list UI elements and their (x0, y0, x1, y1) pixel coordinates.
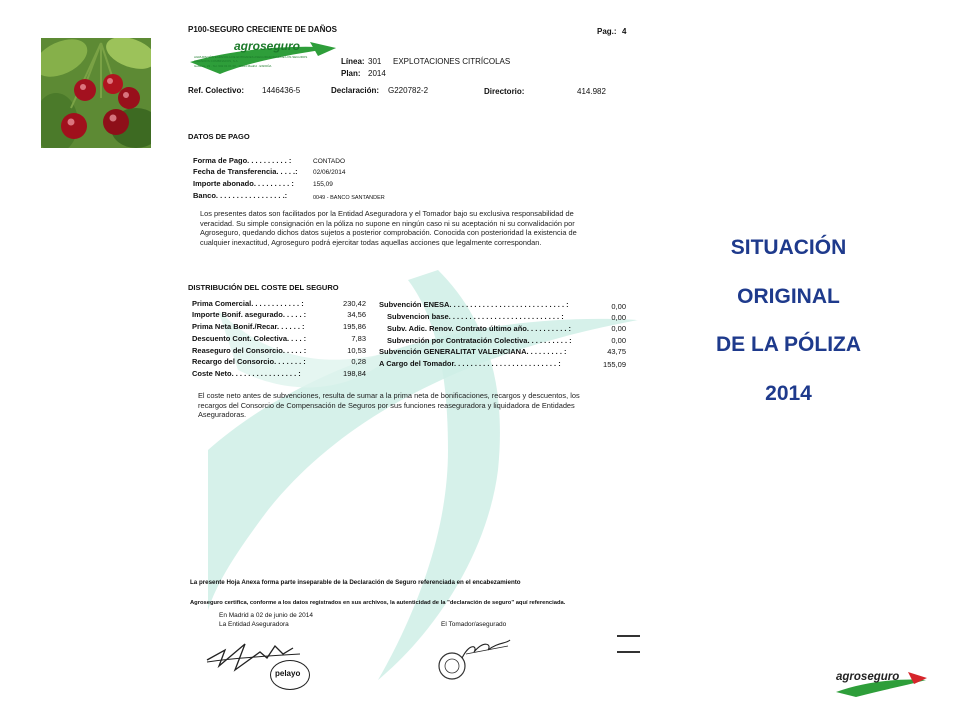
coste-right-row: A Cargo del Tomador. . . . . . . . . . . . . . . . . . . . . . . . . : (379, 359, 561, 368)
header-logo-address: Gobelas, 23 · Tel. 902 01 01 00 · 28023 Madrid · ESPAÑA (194, 64, 272, 68)
slide-title-line-1: SITUACIÓN (730, 236, 847, 259)
declaracion-value: G220782-2 (388, 86, 429, 95)
page-number: 4 (622, 27, 627, 36)
pelayo-stamp (270, 660, 310, 690)
coste-left-value: 198,84 (343, 369, 366, 378)
coste-right-value: 0,00 (611, 324, 626, 333)
pago-value: CONTADO (313, 158, 346, 165)
plan-label: Plan: (341, 69, 361, 78)
pago-value: 155,09 (313, 181, 333, 188)
coste-left-value: 7,83 (351, 334, 366, 343)
linea-label: Línea: (341, 57, 365, 66)
coste-right-row: Subv. Adic. Renov. Contrato último año. . . . . . . . . . : (387, 324, 572, 333)
tomador-signature-icon (436, 632, 526, 682)
linea-description: EXPLOTACIONES CITRÍCOLAS (393, 57, 511, 66)
margin-mark (617, 651, 640, 653)
header-logo-name: agroseguro (234, 39, 301, 53)
header-logo-subtitle: AGRUPACIÓN ESPAÑOLA DE ENTIDADES ASEGURADORAS DE LOS SEGUROS AGRARIOS COMBINADOS, S.A. (194, 55, 308, 63)
page-label: Pag.: (597, 27, 617, 36)
entity-label: La Entidad Aseguradora (219, 621, 289, 628)
coste-left-value: 195,86 (343, 322, 366, 331)
linea-code: 301 (368, 57, 382, 66)
agroseguro-header-logo (190, 40, 336, 76)
coste-right-row: Subvención ENESA. . . . . . . . . . . . . . . . . . . . . . . . . . . . : (379, 300, 569, 309)
corner-logo-text: agroseguro (836, 671, 900, 683)
coste-left-row: Reaseguro del Consorcio. . . . . : (192, 346, 307, 355)
coste-right-value: 43,75 (607, 347, 626, 356)
pago-disclaimer: Los presentes datos son facilitados por la Entidad Aseguradora y el Tomador bajo su exclusiva responsabilidad de veracidad. Su simple consignación en la póliza no supone en ningún caso ni su aceptación ni su convalidación por Agroseguro, quedando dichos datos sujetos a posterior comprobación. Conocida con posterioridad la existencia de cualquier inexactitud, Agroseguro podrá ejercitar todas aquellas acciones que legalmente correspondan. (200, 209, 577, 247)
directorio-value: 414.982 (577, 87, 606, 96)
agroseguro-corner-logo (834, 668, 928, 698)
footer-line-2: Agroseguro certifica, conforme a los datos registrados en sus archivos, la autenticidad de la "declaración de seguro" aquí referenciada. (190, 600, 566, 606)
pago-value: 02/06/2014 (313, 169, 346, 176)
pelayo-stamp-text: pelayo (275, 669, 301, 678)
pago-value: 0049 - BANCO SANTANDER (313, 195, 385, 201)
tomador-label: El Tomador/asegurado (441, 621, 507, 628)
slide-title-line-4: 2014 (765, 382, 812, 405)
directorio-label: Directorio: (484, 87, 525, 96)
coste-left-row: Recargo del Consorcio. . . . . . . : (192, 357, 306, 366)
coste-right-value: 0,00 (611, 302, 626, 311)
pago-row: Importe abonado. . . . . . . . . : (193, 179, 294, 188)
coste-left-value: 10,53 (347, 346, 366, 355)
ref-colectivo-label: Ref. Colectivo: (188, 86, 245, 95)
ref-colectivo-value: 1446436-5 (262, 86, 301, 95)
coste-left-row: Coste Neto. . . . . . . . . . . . . . . . : (192, 369, 301, 378)
form-title: P100-SEGURO CRECIENTE DE DAÑOS (188, 25, 337, 34)
coste-heading: DISTRIBUCIÓN DEL COSTE DEL SEGURO (188, 283, 339, 292)
coste-left-row: Importe Bonif. asegurado. . . . . : (192, 310, 307, 319)
coste-left-row: Prima Neta Bonif./Recar. . . . . . : (192, 322, 305, 331)
place-date: En Madrid a 02 de junio de 2014 (219, 612, 313, 619)
coste-left-value: 0,28 (351, 357, 366, 366)
coste-right-row: Subvencion base. . . . . . . . . . . . . . . . . . . . . . . . . . . : (387, 312, 564, 321)
coste-left-value: 230,42 (343, 299, 366, 308)
pago-row: Banco. . . . . . . . . . . . . . . . .: (193, 191, 288, 200)
coste-right-value: 155,09 (603, 360, 626, 369)
datos-pago-heading: DATOS DE PAGO (188, 132, 250, 141)
coste-right-row: Subvención por Contratación Colectiva. . . . . . . . . . : (387, 336, 572, 345)
declaracion-label: Declaración: (331, 86, 380, 95)
margin-mark (617, 635, 640, 637)
plan-value: 2014 (368, 69, 386, 78)
pago-row: Forma de Pago. . . . . . . . . . : (193, 156, 292, 165)
coste-left-row: Descuento Cont. Colectiva. . . . : (192, 334, 307, 343)
slide-title-line-2: ORIGINAL (737, 285, 840, 308)
footer-line-1: La presente Hoja Anexa forma parte inseparable de la Declaración de Seguro referenciada en el encabezamiento (190, 579, 521, 586)
coste-left-row: Prima Comercial. . . . . . . . . . . . : (192, 299, 304, 308)
pago-row: Fecha de Transferencia. . . . .: (193, 167, 298, 176)
cherries-photo (41, 38, 151, 148)
coste-right-value: 0,00 (611, 313, 626, 322)
coste-explanation: El coste neto antes de subvenciones, resulta de sumar a la prima neta de bonificaciones, recargos y descuentos, los recargos del Consorcio de Compensación de Seguros por sus funciones reaseguradora y liquidadora de Entidades Aseguradoras. (198, 391, 580, 419)
slide-title-line-3: DE LA PÓLIZA (715, 333, 862, 356)
coste-right-row: Subvención GENERALITAT VALENCIANA. . . . . . . . . : (379, 347, 567, 356)
coste-left-value: 34,56 (347, 310, 366, 319)
coste-right-value: 0,00 (611, 336, 626, 345)
